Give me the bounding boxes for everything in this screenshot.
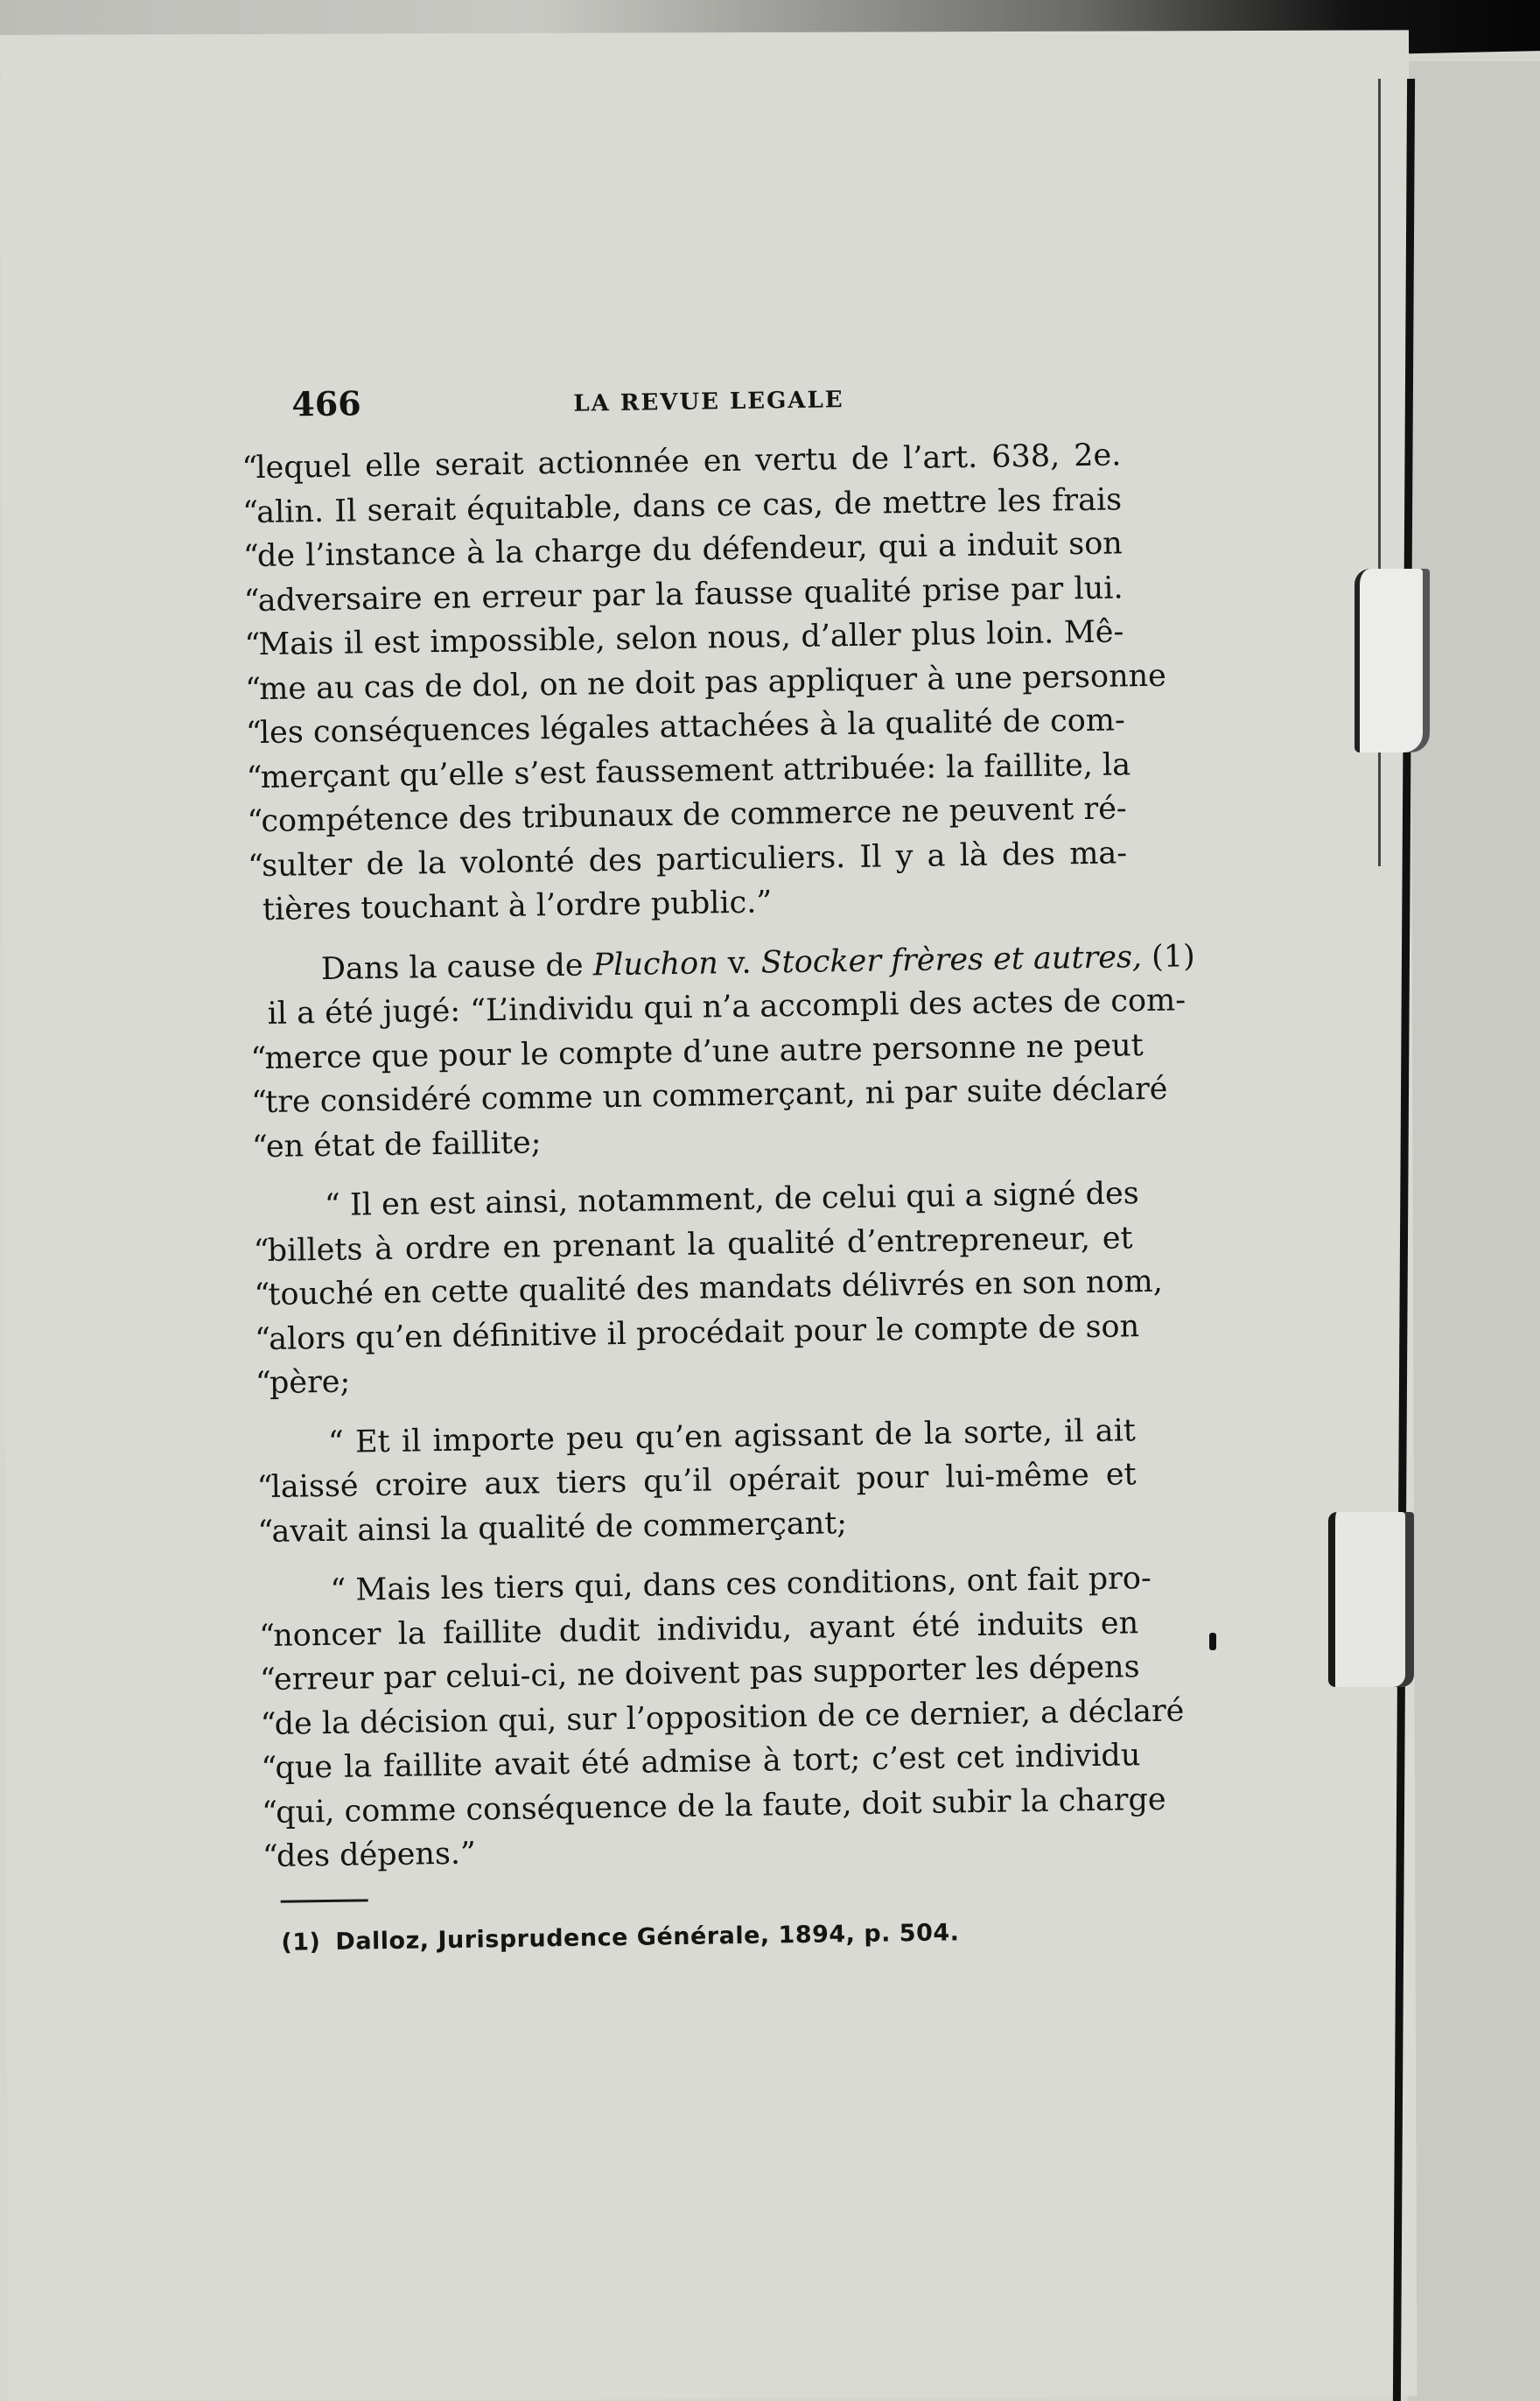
footnote-rule: [281, 1899, 368, 1902]
text-line: alors qu’en définitive il procédait pour le compte de son: [268, 1308, 1140, 1357]
text-line: me au cas de dol, on ne doit pas appliquer à une personne: [258, 658, 1167, 707]
running-title: LA REVUE LEGALE: [573, 387, 844, 417]
text-line: il a été jugé: “L’individu qui n’a accompli des actes de com-: [267, 983, 1186, 1032]
footnote-text: Dalloz, Jurisprudence Générale, 1894, p. 504.: [335, 1918, 960, 1956]
text-line: tre considéré comme un commerçant, ni par suite déclaré: [264, 1071, 1168, 1120]
text-line: qui, comme conséquence de la faute, doit subir la charge: [275, 1782, 1166, 1830]
text-line: lequel elle serait actionnée en vertu de l’art. 638, 2e.: [256, 438, 1122, 486]
text-line: erreur par celui-ci, ne doivent pas supporter les dépens: [273, 1649, 1140, 1698]
text-line: avait ainsi la qualité de commerçant;: [271, 1505, 848, 1550]
text-line: les conséquences légales attachées à la qualité de com-: [259, 703, 1126, 752]
facing-page-edge: [1408, 61, 1540, 2401]
text-line: “ Mais les tiers qui, dans ces conditions, ont fait pro-: [330, 1561, 1152, 1608]
text-line: “ Et il importe peu qu’en agissant de la sorte, il ait: [327, 1412, 1137, 1460]
pluchon-paragraph: [264, 935, 1195, 1169]
text-line: alin. Il serait équitable, dans ce cas, de mettre les frais: [256, 481, 1123, 530]
text-line: de l’instance à la charge du défendeur, qui a induit son: [256, 526, 1124, 575]
text-block: [256, 372, 1195, 1956]
quoted-paragraph-continuation: [256, 433, 1167, 932]
text-line: sulter de la volonté des particuliers. Il y a là des ma-: [261, 835, 1128, 884]
text-line: Dans la cause de Pluchon v. Stocker frères et autres, (1): [320, 938, 1195, 987]
footnote-ref: (1): [1141, 938, 1195, 975]
ainsi-paragraph: [267, 1172, 1164, 1405]
text-line: Mais il est impossible, selon nous, d’aller plus loin. Mê-: [258, 614, 1124, 663]
running-head: [258, 372, 1121, 446]
paper-tear-lower: [1328, 1512, 1414, 1687]
importe-paragraph: [270, 1409, 1138, 1554]
text-line: adversaire en erreur par la fausse qualité prise par lui.: [257, 570, 1124, 619]
text-line: tières touchant à l’ordre public.”: [262, 885, 773, 928]
text-line: de la décision qui, sur l’opposition de ce dernier, a déclaré: [274, 1692, 1185, 1742]
text-line: “ Il en est ainsi, notamment, de celui qui a signé des: [324, 1176, 1139, 1223]
text-line: touché en cette qualité des mandats délivrés en son nom,: [268, 1264, 1164, 1312]
text-line: billets à ordre en prenant la qualité d’entrepreneur, et: [267, 1220, 1133, 1269]
footnote-number: (1): [281, 1928, 321, 1956]
text-line: père;: [269, 1364, 351, 1401]
tiers-paragraph: [272, 1557, 1185, 1879]
text-line: merçant qu’elle s’est faussement attribuée: la faillite, la: [260, 746, 1131, 795]
text-line: en état de faillite;: [265, 1124, 542, 1165]
ink-speck: [1209, 1633, 1216, 1650]
case-party-1: Pluchon: [592, 945, 719, 983]
text-line: compétence des tribunaux de commerce ne peuvent ré-: [261, 791, 1127, 840]
text-line: noncer la faillite dudit individu, ayant été induits en: [272, 1605, 1139, 1654]
text-line: des dépens.”: [276, 1836, 477, 1874]
case-party-2: Stocker frères et autres,: [760, 939, 1143, 981]
text-line: merce que pour le compte d’une autre personne ne peut: [264, 1027, 1144, 1076]
text-line: que la faillite avait été admise à tort; c’est cet individu: [275, 1738, 1141, 1786]
paper-tear-upper: [1354, 569, 1430, 752]
page-number: 466: [290, 383, 361, 424]
text-line: laissé croire aux tiers qu’il opérait pour lui-même et: [270, 1457, 1137, 1505]
